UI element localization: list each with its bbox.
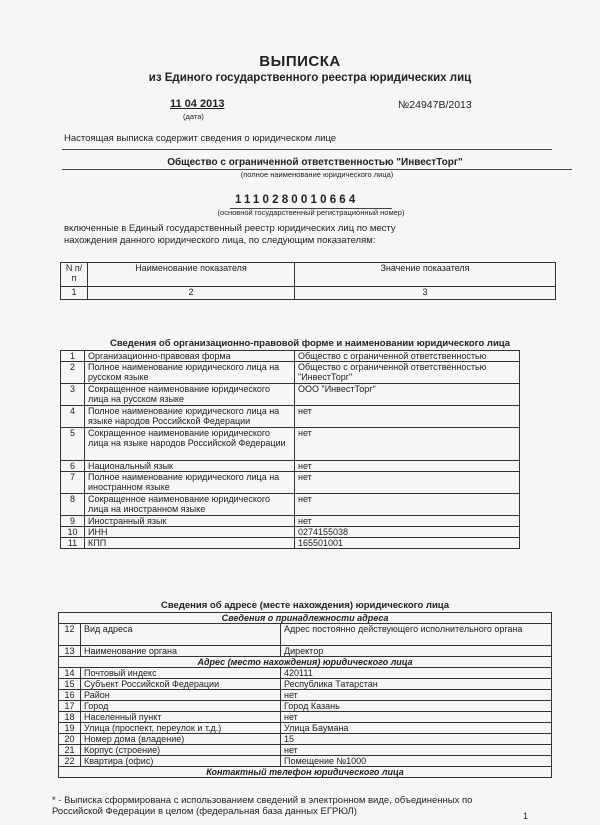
row-number: 22 <box>59 756 81 767</box>
row-value: нет <box>295 461 520 472</box>
row-value: нет <box>281 712 552 723</box>
row-number: 1 <box>61 351 85 362</box>
row-number: 11 <box>61 538 85 549</box>
row-value: нет <box>295 516 520 527</box>
header-cell: Наименование показателя <box>88 263 295 287</box>
row-number: 2 <box>61 362 85 384</box>
row-value: нет <box>295 428 520 461</box>
table-row <box>61 516 520 527</box>
row-number: 8 <box>61 494 85 516</box>
table-row <box>61 406 520 428</box>
section2-title: Сведения об адресе (месте нахождения) юридического лица <box>160 600 450 611</box>
row-label: Номер дома (владение) <box>81 734 281 745</box>
row-label: ИНН <box>85 527 295 538</box>
row-number: 17 <box>59 701 81 712</box>
row-label: Корпус (строение) <box>81 745 281 756</box>
table-row <box>61 362 520 384</box>
document-title: ВЫПИСКА <box>259 53 341 70</box>
ogrn-number: 1110280010664 <box>235 194 359 206</box>
issue-date: 11 04 2013 <box>170 98 225 110</box>
document-subtitle: из Единого государственного реестра юридических лиц <box>148 72 472 84</box>
row-value: Директор <box>281 646 552 657</box>
row-label: Сокращенное наименование юридического лица на иностранном языке <box>85 494 295 516</box>
row-value: 165501001 <box>295 538 520 549</box>
intro-text: Настоящая выписка содержит сведения о юридическом лице <box>64 133 337 144</box>
row-label: Полное наименование юридического лица на языке народов Российской Федерации <box>85 406 295 428</box>
row-label: Квартира (офис) <box>81 756 281 767</box>
table-row <box>59 679 552 690</box>
table-row <box>61 263 556 287</box>
row-value: 15 <box>281 734 552 745</box>
table-row <box>61 351 520 362</box>
ogrn-caption: (основной государственный регистрационный номер) <box>217 208 405 217</box>
section1-title: Сведения об организационно-правовой форме и наименовании юридического лица <box>109 338 511 349</box>
table-cell: 2 <box>88 287 295 300</box>
table-row <box>59 756 552 767</box>
table-row <box>59 624 552 646</box>
row-value: нет <box>295 472 520 494</box>
table-row <box>61 287 556 300</box>
row-value: нет <box>295 406 520 428</box>
subsection-title: Сведения о принадлежности адреса <box>59 613 552 624</box>
row-value: нет <box>281 745 552 756</box>
row-label: Полное наименование юридического лица на русском языке <box>85 362 295 384</box>
table-row <box>61 461 520 472</box>
row-number: 3 <box>61 384 85 406</box>
row-label: Улица (проспект, переулок и т.д.) <box>81 723 281 734</box>
row-value: Улица Баумана <box>281 723 552 734</box>
row-number: 7 <box>61 472 85 494</box>
subsection-title: Контактный телефон юридического лица <box>59 767 552 778</box>
table-cell: 1 <box>61 287 88 300</box>
divider <box>62 149 552 150</box>
table-row <box>61 384 520 406</box>
row-label: Район <box>81 690 281 701</box>
table-row <box>61 428 520 461</box>
row-number: 18 <box>59 712 81 723</box>
document-number: №24947В/2013 <box>398 99 472 111</box>
row-label: Наименование органа <box>81 646 281 657</box>
row-value: 420111 <box>281 668 552 679</box>
org-full-name-caption: (полное наименование юридического лица) <box>240 170 394 179</box>
row-value: Республика Татарстан <box>281 679 552 690</box>
row-value: Город Казань <box>281 701 552 712</box>
row-label: Субъект Российской Федерации <box>81 679 281 690</box>
row-number: 12 <box>59 624 81 646</box>
row-number: 20 <box>59 734 81 745</box>
table-row <box>61 472 520 494</box>
table-row <box>59 723 552 734</box>
row-value: нет <box>295 494 520 516</box>
table-row <box>61 538 520 549</box>
row-label: Сокращенное наименование юридического лица на русском языке <box>85 384 295 406</box>
row-number: 5 <box>61 428 85 461</box>
org-full-name: Общество с ограниченной ответственностью "ИнвестТорг" <box>167 157 463 168</box>
footnote: * - Выписка сформирована с использованием сведений в электронном виде, объединенных по Российской Федерации в целом (федеральная база данных ЕГРЮЛ) <box>52 795 473 817</box>
section2-table <box>58 612 552 778</box>
subsection-row <box>59 657 552 668</box>
index-table <box>60 262 556 300</box>
table-row <box>59 668 552 679</box>
row-label: Населенный пункт <box>81 712 281 723</box>
table-row <box>59 690 552 701</box>
row-number: 15 <box>59 679 81 690</box>
row-number: 21 <box>59 745 81 756</box>
row-label: КПП <box>85 538 295 549</box>
row-label: Вид адреса <box>81 624 281 646</box>
table-row <box>59 734 552 745</box>
row-label: Полное наименование юридического лица на иностранном языке <box>85 472 295 494</box>
row-value: нет <box>281 690 552 701</box>
row-value: ООО "ИнвестТорг" <box>295 384 520 406</box>
row-label: Город <box>81 701 281 712</box>
section1-table <box>60 350 520 549</box>
row-number: 6 <box>61 461 85 472</box>
table-row <box>59 745 552 756</box>
table-row <box>61 494 520 516</box>
row-number: 19 <box>59 723 81 734</box>
row-number: 16 <box>59 690 81 701</box>
intro-text-2: включенные в Единый государственный реестр юридических лиц по месту нахождения данного юридического лица, по следующим показателям: <box>64 223 396 246</box>
row-number: 4 <box>61 406 85 428</box>
table-row <box>61 527 520 538</box>
row-value: Адрес постоянно действующего исполнительного органа <box>281 624 552 646</box>
table-row <box>59 701 552 712</box>
subsection-row <box>59 613 552 624</box>
row-label: Сокращенное наименование юридического лица на языке народов Российской Федерации <box>85 428 295 461</box>
table-cell: 3 <box>295 287 556 300</box>
row-value: Помещение №1000 <box>281 756 552 767</box>
page-number: 1 <box>523 811 529 821</box>
row-label: Почтовый индекс <box>81 668 281 679</box>
row-number: 9 <box>61 516 85 527</box>
header-cell: Значение показателя <box>295 263 556 287</box>
row-number: 14 <box>59 668 81 679</box>
subsection-row <box>59 767 552 778</box>
row-value: Общество с ограниченной ответственностью <box>295 351 520 362</box>
row-value: 0274155038 <box>295 527 520 538</box>
row-number: 10 <box>61 527 85 538</box>
row-label: Национальный язык <box>85 461 295 472</box>
subsection-title: Адрес (место нахождения) юридического лица <box>59 657 552 668</box>
table-row <box>59 712 552 723</box>
issue-date-caption: (дата) <box>183 112 204 121</box>
row-label: Иностранный язык <box>85 516 295 527</box>
row-label: Организационно-правовая форма <box>85 351 295 362</box>
row-value: Общество с ограниченной ответственностью "ИнвестТорг" <box>295 362 520 384</box>
table-row <box>59 646 552 657</box>
header-cell: N п/п <box>61 263 88 287</box>
row-number: 13 <box>59 646 81 657</box>
